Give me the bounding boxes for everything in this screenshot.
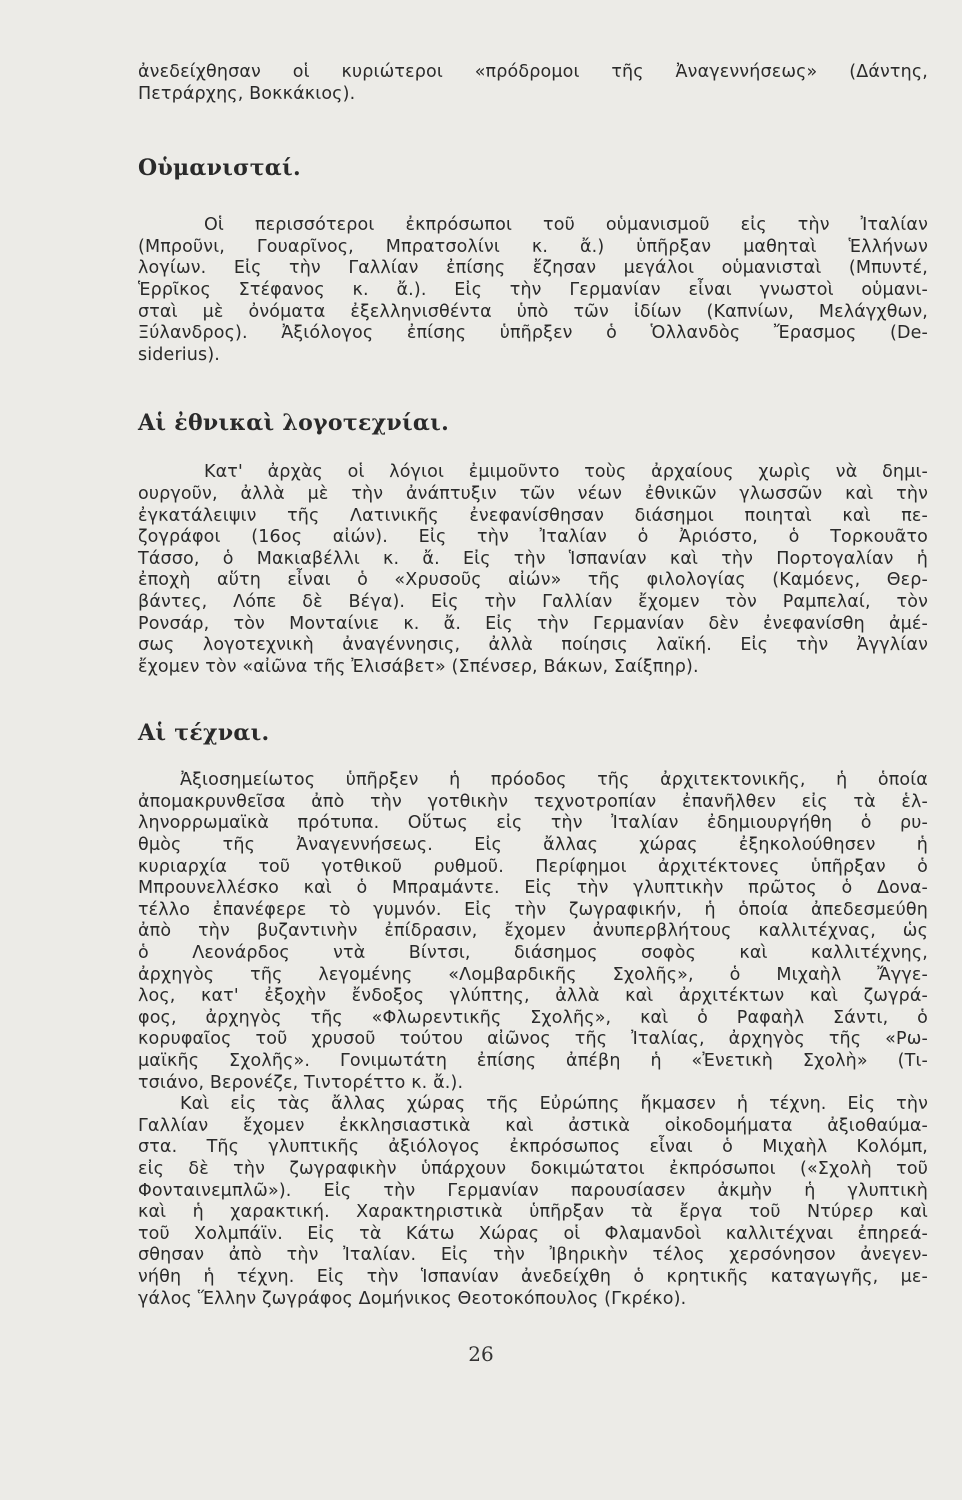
text-line: Ξύλανδρος). Ἀξιόλογος ἐπίσης ὑπῆρξεν ὁ Ὁλλανδὸς Ἔρασμος (De- (138, 323, 928, 344)
text-line: θμὸς τῆς Ἀναγεννήσεως. Εἰς ἄλλας χώρας ἐξηκολούθησεν ἡ (138, 835, 928, 856)
intro-text (138, 62, 928, 105)
text-line: κορυφαῖος τοῦ χρυσοῦ τούτου αἰῶνος τῆς Ἰταλίας, ἀρχηγὸς τῆς «Ρω- (138, 1029, 928, 1050)
text-line: τέλλο ἐπανέφερε τὸ γυμνόν. Εἰς τὴν ζωγραφικήν, ἡ ὁποία ἀπεδεσμεύθη (138, 899, 928, 920)
text-line: λος, κατ' ἐξοχὴν ἔνδοξος γλύπτης, ἀλλὰ καὶ ἀρχιτέκτων καὶ ζωγρά- (138, 986, 928, 1007)
text-line: στα. Τῆς γλυπτικῆς ἀξιόλογος ἐκπρόσωπος εἶναι ὁ Μιχαὴλ Κολόμπ, (138, 1137, 928, 1158)
text-line: Ρονσάρ, τὸν Μονταίνιε κ. ἄ. Εἰς τὴν Γερμανίαν δὲν ἐνεφανίσθη ἀμέ- (138, 613, 928, 634)
section-heading-humanists: Οὑμανισταί. (138, 155, 301, 182)
humanists-paragraph (138, 215, 928, 366)
text-line: ἀπὸ τὴν βυζαντινὴν ἐπίδρασιν, ἔχομεν ἀνυπερβλήτους καλλιτέχνας, ὡς (138, 921, 928, 942)
text-line: Ἀξιοσημείωτος ὑπῆρξεν ἡ πρόοδος τῆς ἀρχιτεκτονικῆς, ἡ ὁποία (180, 770, 928, 791)
arts-paragraph (138, 770, 928, 1310)
text-line: μαϊκῆς Σχολῆς». Γονιμωτάτη ἐπίσης ἀπέβη ἡ «Ἐνετικὴ Σχολὴ» (Τι- (138, 1051, 928, 1071)
text-line: ἐποχὴ αὕτη εἶναι ὁ «Χρυσοῦς αἰών» τῆς φιλολογίας (Καμόενς, Θερ- (138, 570, 928, 591)
section-heading-arts: Αἱ τέχναι. (138, 720, 270, 747)
text-line: Γαλλίαν ἔχομεν ἐκκλησιαστικὰ καὶ ἀστικὰ οἰκοδομήματα ἀξιοθαύμα- (138, 1115, 928, 1136)
text-line: Καὶ εἰς τὰς ἄλλας χώρας τῆς Εὐρώπης ἤκμασεν ἡ τέχνη. Εἰς τὴν (180, 1094, 928, 1115)
text-line: καὶ ἡ χαρακτική. Χαρακτηριστικὰ ὑπῆρξαν τὰ ἔργα τοῦ Ντύρερ καὶ (138, 1202, 928, 1223)
text-line: ὁ Λεονάρδος ντὰ Βίντσι, διάσημος σοφὸς καὶ καλλιτέχνης, (138, 943, 928, 964)
text-line: Ἑρρῖκος Στέφανος κ. ἄ.). Εἰς τὴν Γερμανίαν εἶναι γνωστοὶ οὑμανι- (138, 279, 928, 300)
text-line: Οἱ περισσότεροι ἐκπρόσωποι τοῦ οὑμανισμοῦ εἰς τὴν Ἰταλίαν (204, 215, 928, 236)
text-line: ἀνεδείχθησαν οἱ κυριώτεροι «πρόδρομοι τῆς Ἀναγεννήσεως» (Δάντης, (138, 62, 928, 82)
text-line: siderius). (138, 344, 221, 365)
text-line: ἀπομακρυνθεῖσα ἀπὸ τὴν γοτθικὴν τεχνοτροπίαν ἐπανῆλθεν εἰς τὰ ἑλ- (138, 791, 928, 812)
text-line: Τάσσο, ὁ Μακιαβέλλι κ. ἄ. Εἰς τὴν Ἱσπανίαν καὶ τὴν Πορτογαλίαν ἡ (138, 548, 928, 569)
text-line: γάλος Ἕλλην ζωγράφος Δομήνικος Θεοτοκόπουλος (Γκρέκο). (138, 1288, 687, 1309)
page-number: 26 (468, 1342, 494, 1366)
text-line: φος, ἀρχηγὸς τῆς «Φλωρεντικῆς Σχολῆς», καὶ ὁ Ραφαὴλ Σάντι, ὁ (138, 1007, 928, 1028)
text-line: ἔχομεν τὸν «αἰῶνα τῆς Ἐλισάβετ» (Σπένσερ, Βάκων, Σαίξπηρ). (138, 656, 699, 677)
literatures-paragraph (138, 462, 928, 678)
text-line: εἰς δὲ τὴν ζωγραφικὴν ὑπάρχουν δοκιμώτατοι ἐκπρόσωποι («Σχολὴ τοῦ (138, 1158, 928, 1179)
text-line: σως λογοτεχνικὴ ἀναγέννησις, ἀλλὰ ποίησις λαϊκή. Εἰς τὴν Ἀγγλίαν (138, 635, 928, 656)
text-line: ζογράφοι (16ος αἰών). Εἰς τὴν Ἰταλίαν ὁ Ἀριόστο, ὁ Τορκουᾶτο (138, 527, 928, 548)
text-line: κυριαρχία τοῦ γοτθικοῦ ρυθμοῦ. Περίφημοι ἀρχιτέκτονες ὑπῆρξαν ὁ (138, 856, 928, 877)
text-line: Μπρουνελλέσκο καὶ ὁ Μπραμάντε. Εἰς τὴν γλυπτικὴν πρῶτος ὁ Δονα- (138, 878, 928, 899)
text-line: ληνορρωμαϊκὰ πρότυπα. Οὕτως εἰς τὴν Ἰταλίαν ἐδημιουργήθη ὁ ρυ- (138, 813, 928, 834)
text-line: ἀρχηγὸς τῆς λεγομένης «Λομβαρδικῆς Σχολῆς», ὁ Μιχαὴλ Ἄγγε- (138, 964, 928, 985)
text-line: ἐγκατάλειψιν τῆς Λατινικῆς ἐνεφανίσθησαν διάσημοι ποιηταὶ καὶ πε- (138, 505, 928, 526)
text-line: ουργοῦν, ἀλλὰ μὲ τὴν ἀνάπτυξιν τῶν νέων ἐθνικῶν γλωσσῶν καὶ τὴν (138, 483, 928, 504)
text-line: Κατ' ἀρχὰς οἱ λόγιοι ἐμιμοῦντο τοὺς ἀρχαίους χωρὶς νὰ δημι- (204, 462, 928, 483)
text-line: λογίων. Εἰς τὴν Γαλλίαν ἐπίσης ἔζησαν μεγάλοι οὑμανισταὶ (Μπυντέ, (138, 258, 928, 279)
text-line: σθησαν ἀπὸ τὴν Ἰταλίαν. Εἰς τὴν Ἰβηρικὴν τέλος χερσόνησον ἀνεγεν- (138, 1245, 928, 1266)
text-line: τσιάνο, Βερονέζε, Τιντορέττο κ. ἄ.). (138, 1072, 464, 1093)
text-line: τοῦ Χολμπάϊν. Εἰς τὰ Κάτω Χώρας οἱ Φλαμανδοὶ καλλιτέχναι ἐπηρεά- (138, 1223, 928, 1244)
text-line: νήθη ἡ τέχνη. Εἰς τὴν Ἱσπανίαν ἀνεδείχθη ὁ κρητικῆς καταγωγῆς, με- (138, 1266, 928, 1287)
text-line: βάντες, Λόπε δὲ Βέγα). Εἰς τὴν Γαλλίαν ἔχομεν τὸν Ραμπελαί, τὸν (138, 591, 928, 612)
section-heading-literatures: Αἱ ἐθνικαὶ λογοτεχνίαι. (138, 410, 450, 437)
text-line: Πετράρχης, Βοκκάκιος). (138, 83, 356, 104)
text-line: Φονταινεμπλῶ»). Εἰς τὴν Γερμανίαν παρουσίασεν ἀκμὴν ἡ γλυπτικὴ (138, 1180, 928, 1201)
text-line: σταὶ μὲ ὀνόματα ἐξελληνισθέντα ὑπὸ τῶν ἰδίων (Καπνίων, Μελάγχθων, (138, 301, 928, 322)
text-line: (Μπροῦνι, Γουαρῖνος, Μπρατσολίνι κ. ἄ.) ὑπῆρξαν μαθηταὶ Ἑλλήνων (138, 236, 928, 257)
